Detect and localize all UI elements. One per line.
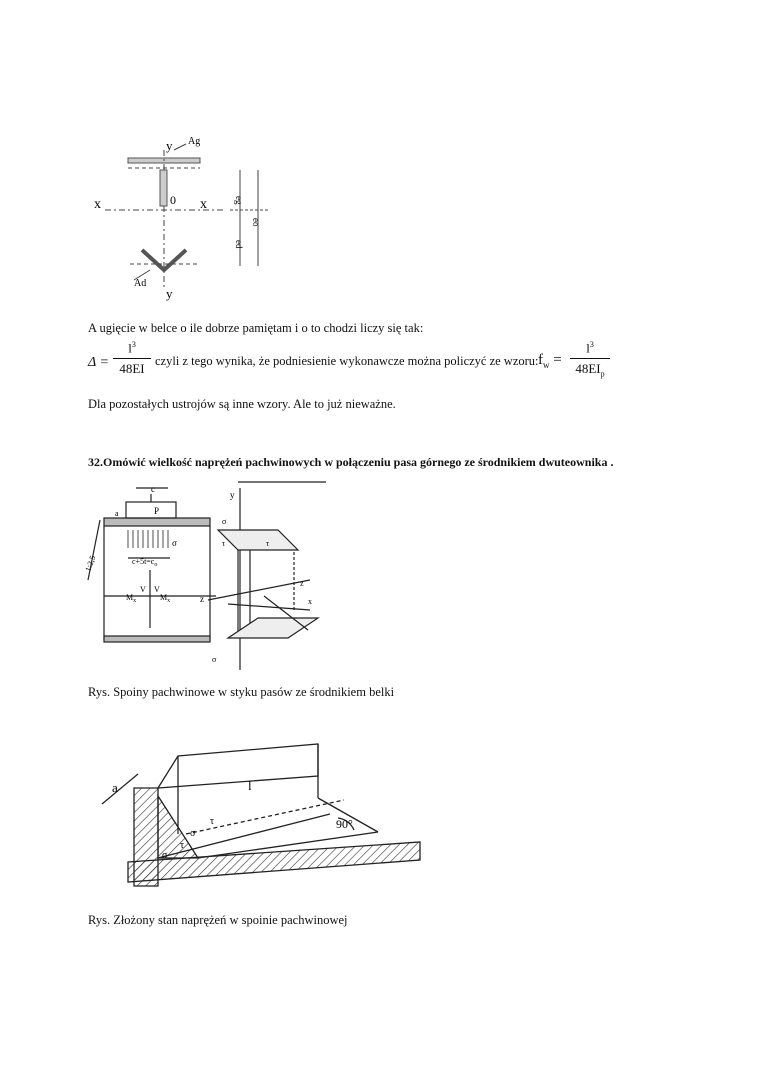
fig1-sigma: σ bbox=[172, 538, 177, 548]
fig1-x: x bbox=[308, 597, 312, 606]
ag-label: Ag bbox=[188, 136, 201, 147]
fig1-v-right: V bbox=[154, 585, 160, 594]
fig1-y: y bbox=[230, 490, 235, 500]
formula1-num-sup: 3 bbox=[131, 340, 136, 349]
fig1-c: c bbox=[151, 484, 155, 494]
fig1-tau-par: τ bbox=[266, 539, 270, 548]
caption-fig2: Rys. Złożony stan naprężeń w spoinie pachwinowej bbox=[88, 913, 348, 927]
formula-mid-text: czyli z tego wynika, że podniesienie wykonawcze można policzyć ze wzoru: bbox=[155, 354, 539, 368]
fig1-sigma-perp: σ bbox=[222, 517, 227, 526]
fig1-slope: 1:2,5 bbox=[83, 554, 98, 573]
formula2-num-sup: 3 bbox=[589, 340, 594, 349]
formula2-den: 48EI bbox=[575, 361, 601, 377]
fig1-sigma-par: σ bbox=[212, 655, 217, 664]
fig2-sigma-par: σ bbox=[162, 850, 168, 861]
fig1-v-left: V bbox=[140, 585, 146, 594]
fig2-tau-perp: τ bbox=[180, 840, 185, 851]
fillet-weld-stress-figure bbox=[98, 738, 420, 898]
caption-fig1: Rys. Spoiny pachwinowe w styku pasów ze środnikiem belki bbox=[88, 685, 395, 699]
eo-label: eo bbox=[251, 218, 261, 227]
formula2-num: l bbox=[586, 340, 590, 356]
question-heading: 32.Omówić wielkość naprężeń pachwinowych w połączeniu pasa górnego ze środnikiem dwuteownika . bbox=[88, 455, 614, 469]
formula2-fraction bbox=[570, 340, 610, 379]
formula1-lhs: Δ = bbox=[88, 355, 109, 370]
paragraph-other-systems: Dla pozostałych ustrojów są inne wzory. Ale to już nieważne. bbox=[88, 397, 396, 411]
formula2-lhs: $f_w$ = bbox=[538, 352, 562, 370]
origin-label: 0 bbox=[170, 193, 176, 207]
eg-label: eg bbox=[234, 196, 244, 205]
y-bottom-label: y bbox=[166, 286, 173, 301]
formula1-num: l bbox=[128, 340, 132, 356]
fillet-weld-flange-figure bbox=[83, 480, 328, 670]
fig2-angle: 90° bbox=[336, 817, 353, 831]
fig1-c5t: $c+5t=c_o$ bbox=[132, 557, 158, 568]
fig2-a: a bbox=[112, 780, 118, 795]
fig1-tau-perp: τ bbox=[222, 539, 226, 548]
section-axes-diagram bbox=[90, 130, 280, 310]
fig2-tau-par: τ bbox=[210, 816, 215, 827]
ad-label: Ad bbox=[134, 278, 147, 289]
formula1-fraction bbox=[113, 340, 151, 377]
formula1-den: 48EI bbox=[119, 361, 145, 377]
paragraph-deflection: A ugięcie w belce o ile dobrze pamiętam i o to chodzi liczy się tak: bbox=[88, 321, 424, 335]
y-top-label: y bbox=[166, 138, 173, 153]
fig1-P: P bbox=[154, 506, 160, 516]
fig1-z2: z bbox=[300, 579, 304, 588]
fig1-z: z bbox=[200, 594, 204, 604]
x-left-label: x bbox=[94, 197, 101, 212]
fig1-mx-right: $M_x$ bbox=[160, 593, 171, 604]
fig2-l: l bbox=[248, 778, 252, 793]
ed-label: ed bbox=[234, 240, 244, 249]
fig1-mx-left: $M_x$ bbox=[126, 593, 137, 604]
x-right-label: x bbox=[200, 197, 207, 212]
fig1-a: a bbox=[115, 509, 119, 518]
fig2-sigma-perp: σ bbox=[190, 828, 196, 839]
formula2-den-sub: p bbox=[600, 369, 605, 379]
